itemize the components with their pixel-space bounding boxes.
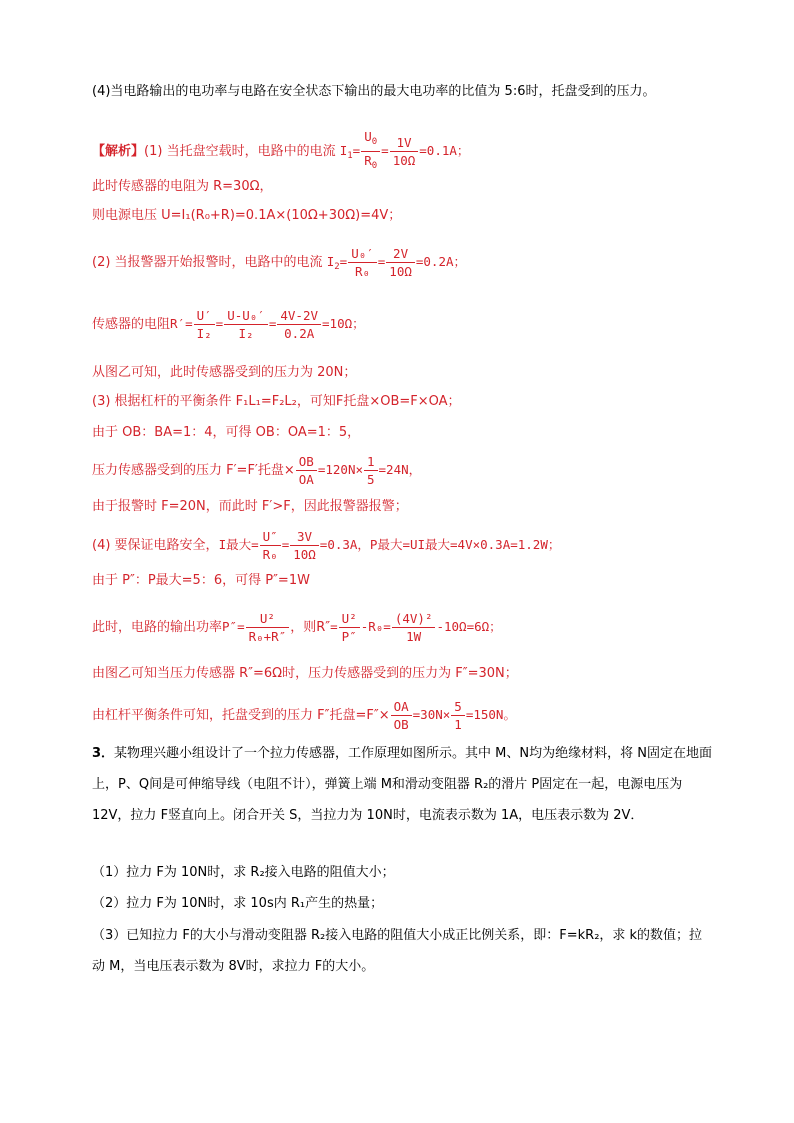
analysis-line-8: 由于 OB：BA=1：4，可得 OB：OA=1：5， [92,425,361,440]
result: =24N， [378,462,422,477]
fraction: $\frac{1}{5}$ [364,453,378,488]
fraction: $\frac{4V-2V}{0.2A}$ [277,307,321,342]
analysis-line-7: (3) 根据杠杆的平衡条件 F₁L₁=F₂L₂，可知F托盘×OB=F×OA； [92,394,461,409]
fraction: $\frac{\text{U-U₀′}}{\text{I₂}}$ [224,307,268,342]
analysis-text: 由杠杆平衡条件可知，托盘受到的压力 F″托盘=F″× [92,708,390,723]
fraction: $\frac{1V}{10\Omega}$ [390,134,419,169]
fraction: $\frac{U_0}{R_0}$ [361,128,380,175]
result: =0.3A，P最大=UI最大=4V×0.3A=1.2W； [319,537,561,552]
fraction: $\frac{\text{U²}}{\text{R₀+R″}}$ [246,610,290,645]
analysis-line-9: 压力传感器受到的压力 F′=F′托盘× $\frac{OB}{OA}$ =120N× $\frac{1}{5}$ =24N， [92,454,422,487]
analysis-text: (2) 当报警器开始报警时，电路中的电流 [92,255,323,270]
current-symbol: $I_1=$ [339,143,361,161]
analysis-text: (1) 当托盘空载时，电路中的电流 [144,144,336,159]
fraction: $\frac{\text{(4V)²}}{1W}$ [392,610,436,645]
analysis-line-14: 由图乙可知当压力传感器 R″=6Ω时，压力传感器受到的压力为 F″=30N； [92,666,518,681]
power-symbol: P″ [222,619,238,634]
resistance-symbol: R′ [170,316,186,331]
analysis-text: 传感器的电阻 [92,317,171,332]
question-3-part-3: （3）已知拉力 F的大小与滑动变阻器 R₂接入电路的阻值大小成正比例关系，即：F=kR₂，求 k的数值；拉动 M，当电压表示数为 8V时，求拉力 F的大小。 [92,928,703,974]
fraction: $\frac{OA}{OB}$ [391,698,412,733]
current-symbol: I最大 [218,537,252,552]
analysis-line-6: 从图乙可知，此时传感器受到的压力为 20N； [92,365,357,380]
question-3-part-2: （2）拉力 F为 10N时，求 10s内 R₁产生的热量； [92,896,384,911]
fraction: $\frac{OB}{OA}$ [296,453,317,488]
fraction: $\frac{3V}{10\Omega}$ [290,528,319,563]
analysis-line-11: (4) 要保证电路安全，I最大= $\frac{U''}{\text{R₀}}$ = $\frac{3V}{10\Omega}$ =0.3A，P最大=UI最大=4V×0.3A=1.2W； [92,529,561,562]
result: =10Ω； [322,316,365,331]
analysis-line-2: 此时传感器的电阻为 R=30Ω， [92,179,273,194]
analysis-line-15: 由杠杆平衡条件可知，托盘受到的压力 F″托盘=F″× $\frac{OA}{OB}$ =30N× $\frac{5}{1}$ =150N。 [92,699,516,732]
analysis-line-4: (2) 当报警器开始报警时，电路中的电流 $I_2=$ $\frac{\text{U₀′}}{\text{R₀}}$ = $\frac{2V}{10\Omega}$ =0.2A； [92,246,467,279]
current-symbol: $I_2=$ [326,254,348,272]
question-3-part-1: （1）拉力 F为 10N时，求 R₂接入电路的阻值大小； [92,865,395,880]
fraction: $\frac{\text{U²}}{P''}$ [339,610,360,645]
question-stem-text: 某物理兴趣小组设计了一个拉力传感器，工作原理如图所示。其中 M、N均为绝缘材料，将 N固定在地面上，P、Q间是可伸缩导线（电阻不计），弹簧上端 M和滑动变阻器 R₂的滑片 P固定在一起，电源电压为 12V，拉力 F竖直向上。闭合开关 S，当拉力为 10N时，电流表示数为 1A，电压表示数为 2V． [92,746,712,823]
fraction: $\frac{U''}{\text{R₀}}$ [260,528,281,563]
question-part-4: (4)当电路输出的电功率与电路在安全状态下输出的最大电功率的比值为 5:6时，托盘受到的压力。 [92,84,656,99]
result: =150N。 [465,707,516,722]
question-3-stem [92,738,714,831]
analysis-tag: 【解析】 [92,144,145,159]
analysis-line-1: 【解析】(1) 当托盘空载时，电路中的电流 $I_1=$ $\frac{U_0}{R_0}$ = $\frac{1V}{10\Omega}$ =0.1A； [92,128,469,175]
analysis-line-5: 传感器的电阻R′= $\frac{U'}{\text{I₂}}$ = $\frac{\text{U-U₀′}}{\text{I₂}}$ = $\frac{4V-2V}{0.2A}$ =10Ω； [92,308,365,341]
fraction: $\frac{\text{U₀′}}{\text{R₀}}$ [348,245,377,280]
result: =0.1A； [419,143,470,158]
analysis-text: 压力传感器受到的压力 F′=F′托盘× [92,463,295,478]
question-number: 3． [92,746,115,761]
analysis-text: (4) 要保证电路安全， [92,538,219,553]
analysis-line-12: 由于 P″：P最大=5：6，可得 P″=1W [92,573,310,588]
fraction: $\frac{2V}{10\Omega}$ [386,245,415,280]
result: -10Ω=6Ω； [436,619,502,634]
analysis-line-13: 此时，电路的输出功率P″= $\frac{\text{U²}}{\text{R₀+R″}}$ ，则R″= $\frac{\text{U²}}{P''}$ -R₀= $\frac{\text{(4V)²}}{1W}$ -10Ω=6Ω； [92,611,502,644]
fraction: $\frac{5}{1}$ [451,698,465,733]
analysis-text: 此时，电路的输出功率 [92,620,223,635]
fraction: $\frac{U'}{\text{I₂}}$ [194,307,215,342]
result: =0.2A； [415,254,467,269]
analysis-line-3: 则电源电压 U=I₁(R₀+R)=0.1A×(10Ω+30Ω)=4V； [92,208,402,223]
analysis-line-10: 由于报警时 F=20N，而此时 F′>F，因此报警器报警； [92,499,408,514]
